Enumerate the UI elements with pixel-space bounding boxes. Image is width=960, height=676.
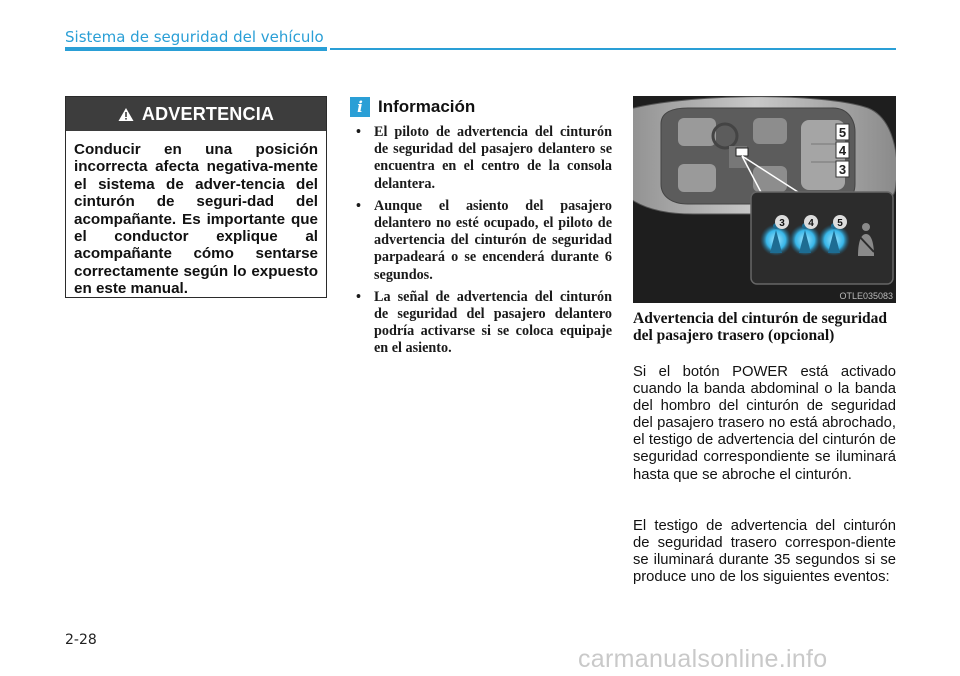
watermark: carmanualsonline.info (578, 645, 828, 673)
info-item-text: El piloto de advertencia del cinturón de seguridad del pasajero delantero se encuentra en el centro de la consola delantera. (374, 124, 612, 192)
warning-body: Conducir en una posición incorrecta afecta negativa-mente el sistema de adver-tencia del cinturón de seguri-dad del acompañante. Es importante que el conductor explique al acompañante cómo sentarse correctamente según lo expuesto en este manual. (74, 141, 318, 298)
bullet: • (356, 124, 361, 140)
info-icon: i (350, 97, 370, 117)
header-rule-thin (330, 48, 896, 50)
info-item (356, 124, 612, 193)
info-item (356, 198, 612, 284)
rear-paragraph-1: Si el botón POWER está activado cuando la banda abdominal o la banda del hombro del cinturón de seguridad del pasajero trasero no está abrochado, el testigo de advertencia del cinturón de seguridad correspondiente se iluminará hasta que se abroche el cinturón. (633, 364, 896, 483)
info-item (356, 289, 612, 358)
seat-label: 5 (838, 125, 847, 140)
rear-section-heading: Advertencia del cinturón de seguridad del pasajero trasero (opcional) (633, 310, 888, 344)
figure-code: OTLE035083 (839, 291, 893, 301)
seat-label: 4 (838, 143, 847, 158)
inset-label: 3 (779, 218, 785, 229)
inset-label: 4 (808, 218, 814, 229)
seatbelt-figure (633, 96, 896, 303)
warning-lamp-inset (751, 192, 893, 284)
page-number: 2-28 (65, 632, 97, 648)
warning-header (66, 97, 326, 131)
seat-label: 3 (838, 162, 847, 177)
warning-triangle-icon (118, 107, 134, 122)
info-header (350, 97, 475, 117)
info-item-text: La señal de advertencia del cinturón de seguridad del pasajero delantero podría activarse si se coloca equipaje en el asiento. (374, 288, 612, 357)
info-title: Información (378, 97, 476, 116)
info-item-text: Aunque el asiento del pasajero delantero no esté ocupado, el piloto de advertencia del cinturón de seguridad parpadeará o se encenderá durante 6 segundos. (374, 197, 612, 283)
bullet: • (356, 197, 361, 214)
info-list (356, 124, 612, 363)
bullet: • (356, 288, 361, 305)
rear-paragraph-2: El testigo de advertencia del cinturón de seguridad trasero correspon-diente se iluminará durante 35 segundos si se produce uno de los siguientes eventos: (633, 518, 896, 586)
header-rule-thick (65, 47, 327, 51)
warning-box (65, 96, 327, 298)
section-title: Sistema de seguridad del vehículo (65, 28, 324, 46)
inset-label: 5 (837, 218, 843, 229)
car-topview-illustration (633, 96, 896, 303)
warning-title: ADVERTENCIA (141, 103, 275, 124)
